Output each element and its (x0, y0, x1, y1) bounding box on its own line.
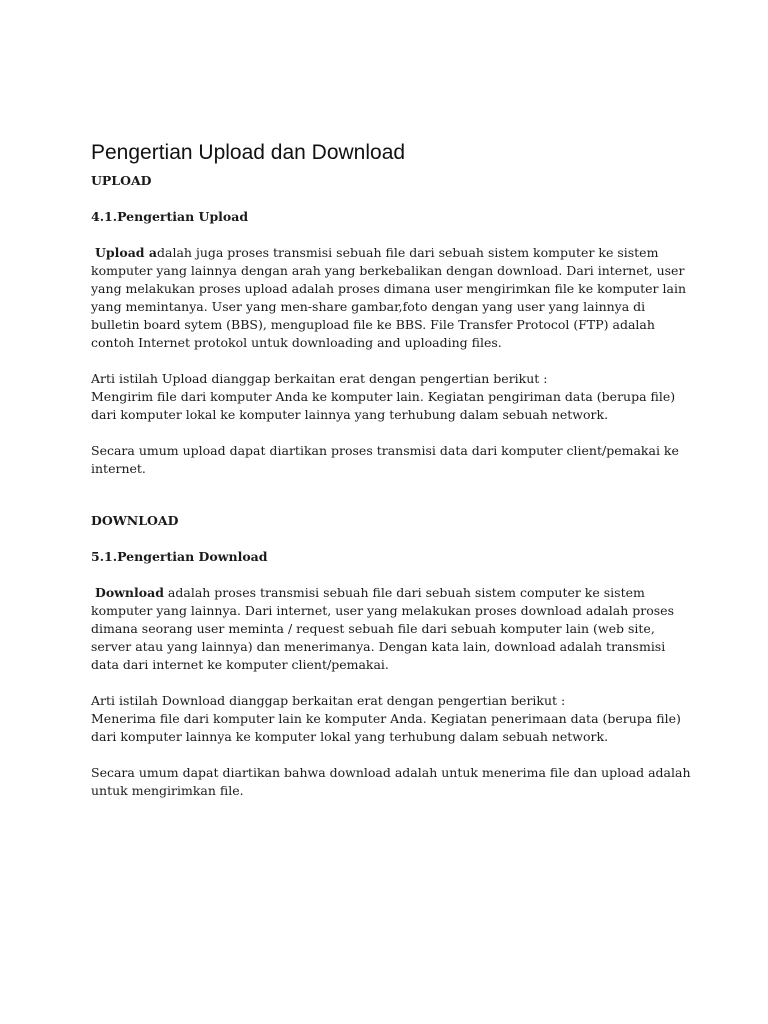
document-page (91, 140, 691, 800)
upload-general-statement: Secara umum upload dapat diartikan proses transmisi data dari komputer client/pemakai ke internet. (91, 443, 679, 476)
download-definition-paragraph (91, 584, 691, 674)
upload-definition-text: dalah juga proses transmisi sebuah file dari sebuah sistem komputer ke sistem komputer yang lainnya dengan arah yang berkebalikan dengan download. Dari internet, user yang melakukan proses upload adalah proses dimana user mengirimkan file ke komputer lain yang memintanya. User yang men-share gambar,foto dengan yang user yang lainnya di bulletin board sytem (BBS), mengupload file ke BBS. File Transfer Protocol (FTP) adalah contoh Internet protokol untuk downloading and uploading files. (91, 245, 687, 350)
download-section (91, 512, 691, 800)
download-general-statement: Secara umum dapat diartikan bahwa download adalah untuk menerima file dan upload adalah untuk mengirimkan file. (91, 765, 691, 798)
download-term-meaning: Menerima file dari komputer lain ke komputer Anda. Kegiatan penerimaan data (berupa file) dari komputer lainnya ke komputer lokal yang terhubung dalam sebuah network. (91, 711, 681, 744)
download-subheading: 5.1.Pengertian Download (91, 549, 268, 564)
document-title: Pengertian Upload dan Download (91, 141, 406, 164)
upload-definition-paragraph (91, 244, 691, 352)
upload-section (91, 172, 691, 478)
upload-term-intro: Arti istilah Upload dianggap berkaitan erat dengan pengertian berikut : (91, 371, 548, 386)
download-definition-lead: Download (94, 585, 164, 600)
upload-definition-lead: Upload a (94, 245, 158, 260)
download-term-intro: Arti istilah Download dianggap berkaitan erat dengan pengertian berikut : (91, 693, 566, 708)
download-heading: DOWNLOAD (91, 513, 179, 528)
upload-subheading: 4.1.Pengertian Upload (91, 209, 249, 224)
upload-heading: UPLOAD (91, 173, 152, 188)
download-definition-text: adalah proses transmisi sebuah file dari sebuah sistem computer ke sistem komputer yang lainnya. Dari internet, user yang melakukan proses download adalah proses dimana seorang user meminta / request sebuah file dari sebuah komputer lain (web site, server atau yang lainnya) dan menerimanya. Dengan kata lain, download adalah transmisi data dari internet ke komputer client/pemakai. (91, 585, 674, 672)
upload-term-meaning: Mengirim file dari komputer Anda ke komputer lain. Kegiatan pengiriman data (berupa file) dari komputer lokal ke komputer lainnya yang terhubung dalam sebuah network. (91, 389, 676, 422)
